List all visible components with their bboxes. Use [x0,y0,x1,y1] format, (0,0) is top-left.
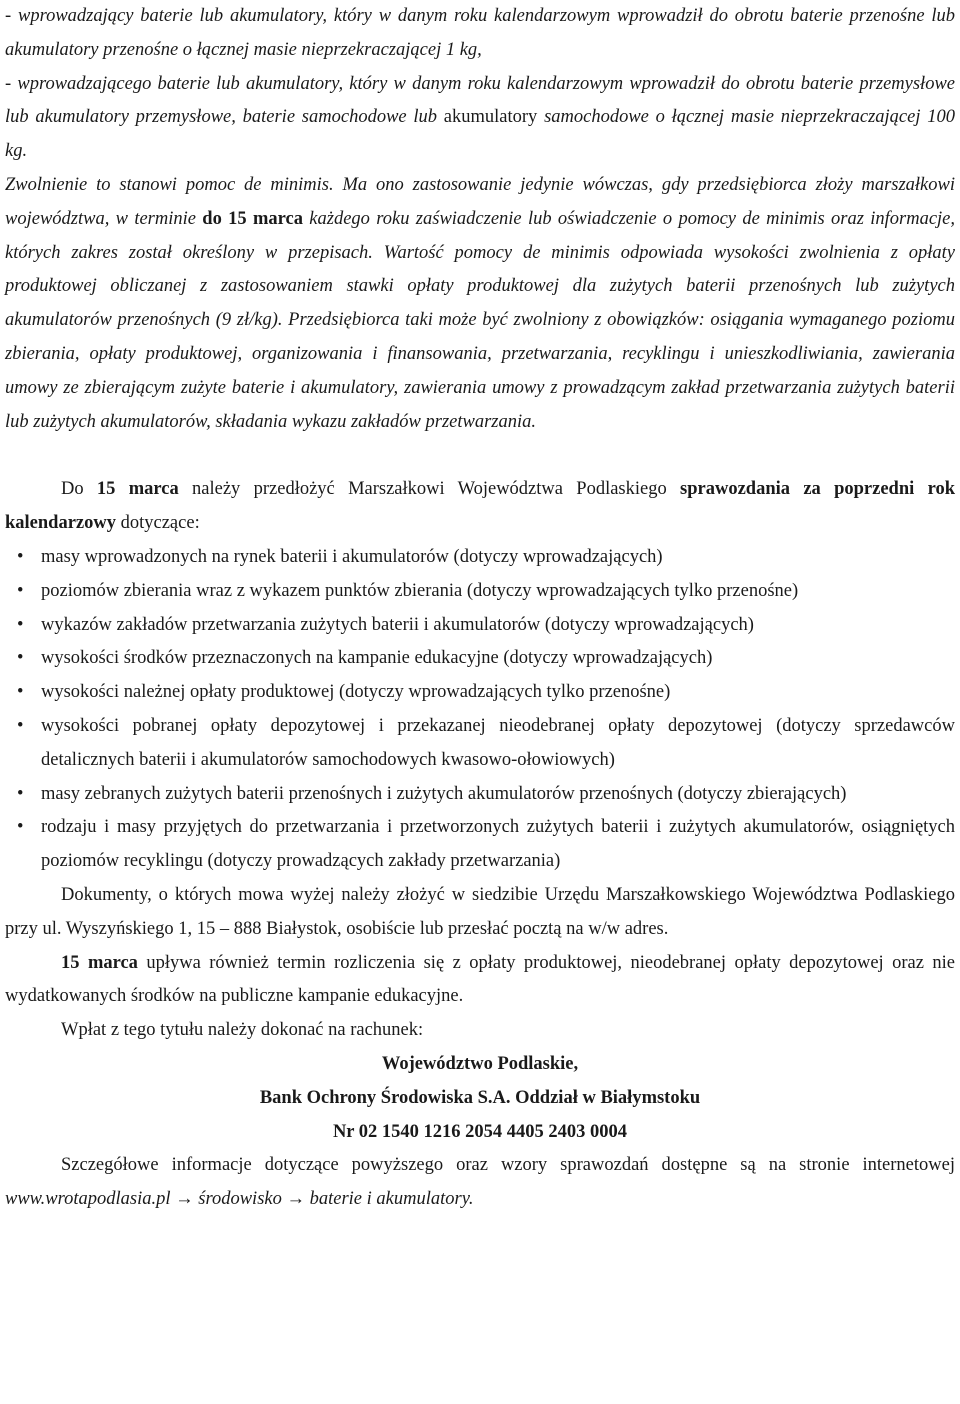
website-link[interactable]: www.wrotapodlasia.pl → środowisko → baterie i akumulatory. [5,1189,474,1210]
de-minimis-part-a: Zwolnienie to stanowi pomoc de minimis. Ma ono zastosowanie jedynie wówczas, gdy przedsiębiorca złoży marszałkowi województwa, w terminie [5,174,955,229]
list-item-text: masy zebranych zużytych baterii przenośnych i zużytych akumulatorów przenośnych (dotyczy zbierających) [41,783,847,804]
list-item [5,710,955,778]
list-item [5,609,955,643]
intro-line-2c-text: samochodowe o łącznej masie nieprzekraczającej 100 kg. [5,107,955,162]
list-item [5,778,955,812]
settlement-text: upływa również termin rozliczenia się z opłaty produktowej, nieodebranej opłaty depozytowej oraz nie wydatkowanych środków na publiczne kampanie edukacyjne. [5,952,955,1007]
list-item-text: poziomów zbierania wraz z wykazem punktów zbierania (dotyczy wprowadzających tylko przenośne) [41,580,799,601]
reports-deadline: 15 marca [96,479,179,500]
reports-part-e: dotyczące: [116,513,200,534]
intro-line-1 [5,0,955,68]
account-number: Nr 02 1540 1216 2054 4405 2403 0004 [332,1121,628,1142]
settlement-paragraph [5,947,955,1015]
reports-list [5,541,955,879]
list-item [5,676,955,710]
bullet-icon: • [17,614,24,635]
details-paragraph [5,1149,955,1217]
bullet-icon: • [17,546,24,567]
intro-line-2b-text: akumulatory [437,107,545,128]
payment-intro: Wpłat z tego tytułu należy dokonać na rachunek: [61,1020,424,1041]
list-item [5,642,955,676]
bullet-icon: • [17,783,24,804]
intro-line-2a-text: - wprowadzającego baterie lub akumulatory, który w danym roku kalendarzowym wprowadził do obrotu baterie przemysłowe lub akumulatory przemysłowe, baterie samochodowe lub [5,73,955,128]
list-item [5,541,955,575]
account-bank: Bank Ochrony Środowiska S.A. Oddział w Białymstoku [259,1087,701,1108]
bullet-icon: • [17,682,24,703]
de-minimis-part-c: każdego roku zaświadczenie lub oświadczenie o pomocy de minimis oraz informacje, których zakres został określony w przepisach. Wartość pomocy de minimis odpowiada wysokości zwolnienia z opłaty produktowej obliczanej z zastosowaniem stawki opłaty produktowej dla zużytych baterii przenośnych lub zużytych akumulatorów przenośnych (9 zł/kg). Przedsiębiorca taki może być zwolniony z obowiązków: osiągania wymaganego poziomu zbierania, opłaty produktowej, organizowania i finansowania, przetwarzania, recyklingu i unieszkodliwiania, zawierania umowy ze zbierającym zużyte baterie i akumulatory, zawierania umowy z prowadzącym zakład przetwarzania zużytych baterii lub zużytych akumulatorów, składania wykazu zakładów przetwarzania. [5,208,956,432]
details-text: Szczegółowe informacje dotyczące powyższego oraz wzory sprawozdań dostępne są na stronie internetowej [61,1155,955,1176]
intro-line-1-text: - wprowadzający baterie lub akumulatory, który w danym roku kalendarzowym wprowadził do obrotu baterie przenośne lub akumulatory przenośne o łącznej masie nieprzekraczającej 1 kg, [5,6,955,60]
reports-part-c: należy przedłożyć Marszałkowi Województwa Podlaskiego [178,479,681,500]
bullet-icon: • [17,648,24,669]
account-holder: Województwo Podlaskie, [381,1053,579,1074]
settlement-deadline: 15 marca [61,952,138,973]
bullet-icon: • [17,580,24,601]
list-item-text: masy wprowadzonych na rynek baterii i akumulatorów (dotyczy wprowadzających) [41,546,663,567]
list-item [5,811,955,879]
bullet-icon: • [17,715,24,736]
list-item-text: wysokości środków przeznaczonych na kampanie edukacyjne (dotyczy wprowadzających) [41,648,713,669]
intro-line-2 [5,68,955,169]
de-minimis-deadline: do 15 marca [202,208,303,229]
reports-subject: sprawozdania za poprzedni rok kalendarzowy [5,479,955,534]
spacer [5,439,955,473]
reports-paragraph [5,473,955,541]
de-minimis-paragraph [5,169,955,439]
list-item [5,575,955,609]
list-item-text: wysokości pobranej opłaty depozytowej i przekazanej nieodebranej opłaty depozytowej (dotyczy sprzedawców detalicznych baterii i akumulatorów samochodowych kwasowo-ołowiowych) [41,715,955,770]
reports-part-a: Do [61,479,97,500]
list-item-text: rodzaju i masy przyjętych do przetwarzania i przetworzonych zużytych baterii i zużytych akumulatorów, osiągniętych poziomów recyklingu (dotyczy prowadzących zakłady przetwarzania) [41,817,955,872]
list-item-text: wysokości należnej opłaty produktowej (dotyczy wprowadzających tylko przenośne) [41,682,671,703]
documents-paragraph: Dokumenty, o których mowa wyżej należy złożyć w siedzibie Urzędu Marszałkowskiego Województwa Podlaskiego przy ul. Wyszyńskiego 1, 15 – 888 Białystok, osobiście lub przesłać pocztą na w/w adres. [5,884,955,939]
bullet-icon: • [17,817,24,838]
list-item-text: wykazów zakładów przetwarzania zużytych baterii i akumulatorów (dotyczy wprowadzających) [41,614,754,635]
